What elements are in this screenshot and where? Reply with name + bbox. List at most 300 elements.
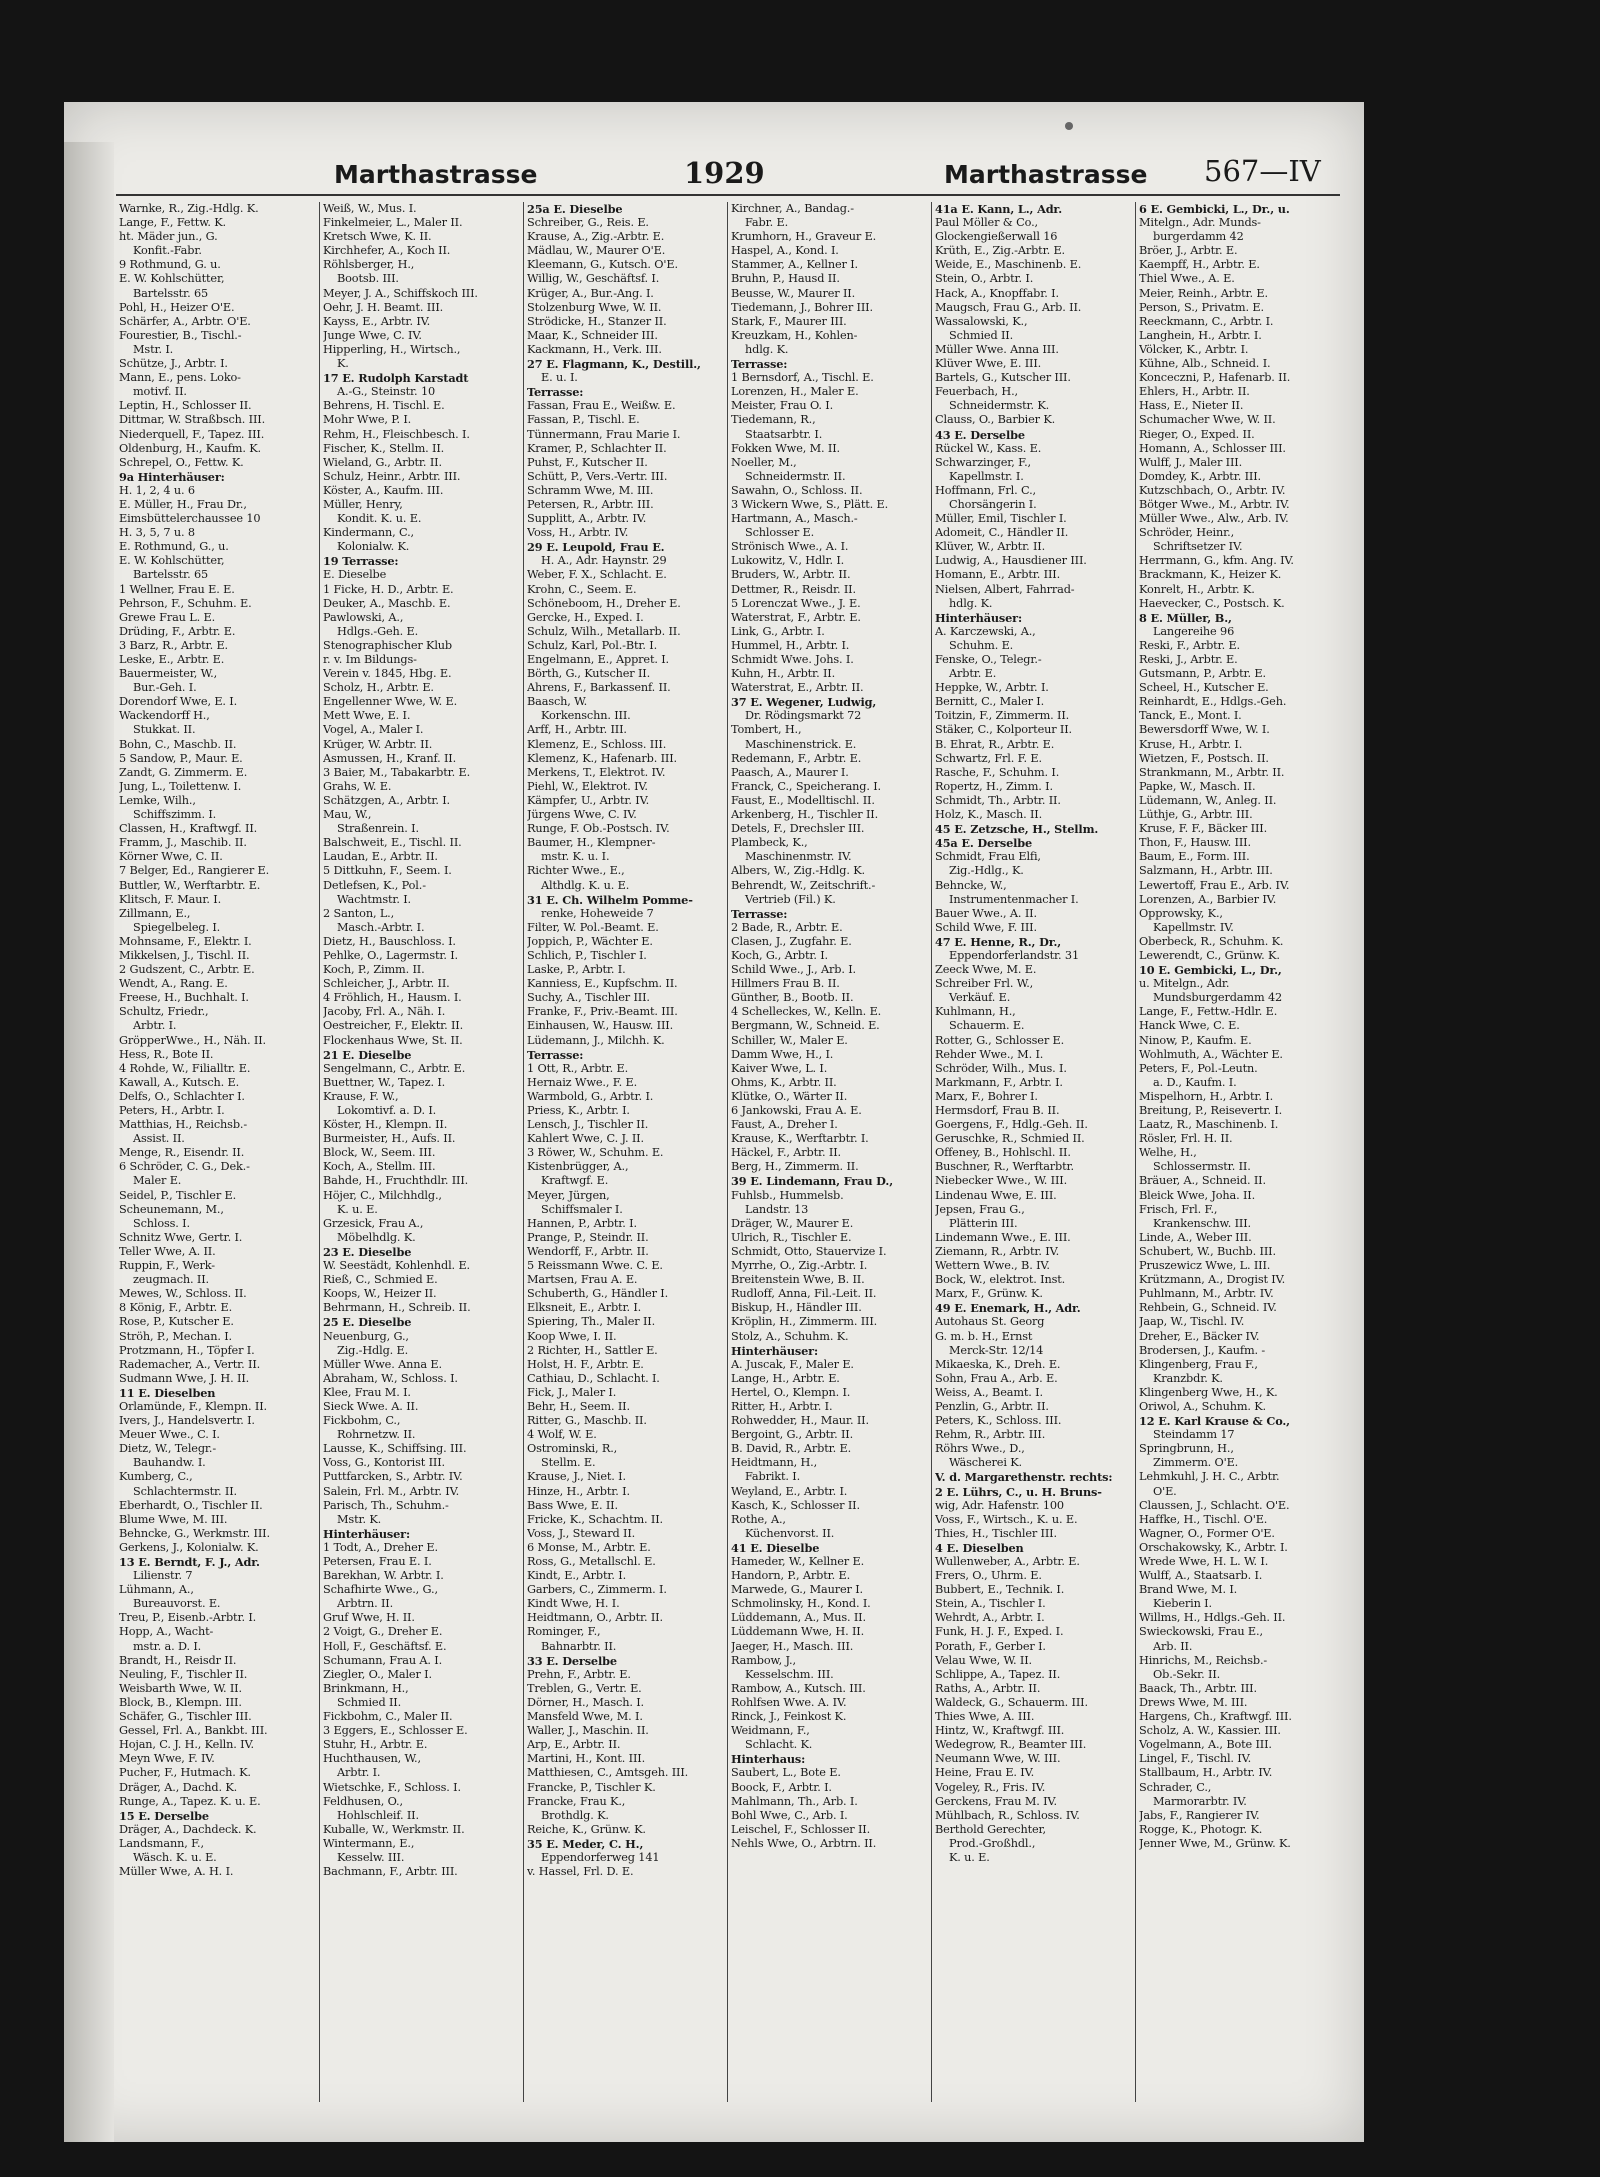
directory-entry: Röhlsberger, H., [323, 258, 415, 272]
directory-entry: Junge Wwe, C. IV. [323, 328, 422, 342]
directory-entry: Bootsb. III. [337, 272, 399, 286]
directory-entry: Willig, W., Geschäftsf. I. [527, 272, 660, 286]
directory-entry: E. Rothmund, G., u. [119, 540, 229, 554]
directory-entry: Weide, E., Maschinenb. E. [935, 258, 1082, 272]
directory-entry: Rohrnetzw. II. [337, 1428, 416, 1442]
directory-entry: Haffke, H., Tischl. O'E. [1139, 1512, 1268, 1526]
directory-entry: Porath, F., Gerber I. [935, 1639, 1046, 1653]
directory-entry: 2 Voigt, G., Dreher E. [323, 1625, 443, 1639]
directory-entry: Voss, H., Arbtr. IV. [527, 526, 629, 540]
directory-entry: Barekhan, W. Arbtr. I. [323, 1569, 444, 1583]
directory-entry: Kretsch Wwe, K. II. [323, 230, 432, 244]
directory-entry: 4 Rohde, W., Filialltr. E. [119, 1061, 251, 1075]
directory-entry: Baack, Th., Arbtr. III. [1139, 1681, 1257, 1695]
directory-entry: Kistenbrügger, A., [527, 1160, 629, 1174]
directory-entry: Pehrson, F., Schuhm. E. [119, 596, 252, 610]
directory-entry: Gercke, H., Exped. I. [527, 610, 644, 624]
directory-entry: Oberbeck, R., Schuhm. K. [1139, 934, 1284, 948]
directory-entry: W. Seestädt, Kohlenhdl. E. [323, 1259, 470, 1273]
directory-entry: Häckel, F., Arbtr. II. [731, 1146, 841, 1160]
directory-entry: Gerkens, J., Kolonialw. K. [119, 1540, 259, 1554]
directory-entry: Landsmann, F., [119, 1836, 204, 1850]
directory-entry: Schiffsmaler I. [541, 1202, 623, 1216]
directory-entry: Verein v. 1845, Hbg. E. [323, 667, 452, 681]
directory-entry: Stolz, A., Schuhm. K. [731, 1329, 849, 1343]
directory-entry: Koops, W., Heizer II. [323, 1287, 437, 1301]
directory-entry: Hojan, C. J. H., Kelln. IV. [119, 1738, 254, 1752]
directory-entry: Krause, K., Werftarbtr. I. [731, 1132, 869, 1146]
directory-entry: Damm Wwe, H., I. [731, 1047, 834, 1061]
directory-entry: Vogelmann, A., Bote III. [1139, 1738, 1272, 1752]
directory-entry: 35 E. Meder, C. H., [527, 1836, 644, 1851]
directory-entry: Bauermeister, W., [119, 667, 218, 681]
directory-entry: Feldhusen, O., [323, 1794, 403, 1808]
directory-entry: Schneidermstr. II. [745, 469, 846, 483]
directory-entry: Schmidt Wwe. Johs. I. [731, 653, 854, 666]
directory-entry: Handorn, P., Arbtr. E. [731, 1569, 851, 1583]
header-rule [116, 194, 1340, 196]
directory-entry: Raths, A., Arbtr. II. [935, 1681, 1041, 1695]
directory-entry: Eimsbüttelerchaussee 10 [119, 512, 261, 526]
directory-entry: 6 Monse, M., Arbtr. E. [527, 1540, 651, 1554]
directory-entry: Schröder, Wilh., Mus. I. [935, 1061, 1067, 1075]
directory-entry: Rehbein, G., Schneid. IV. [1139, 1301, 1277, 1315]
directory-entry: motivf. II. [133, 385, 187, 399]
directory-entry: Wackendorff H., [119, 709, 210, 723]
directory-column [524, 202, 728, 2102]
directory-entry: Boock, F., Arbtr. I. [731, 1780, 832, 1794]
directory-entry: Mikkelsen, J., Tischl. II. [119, 948, 250, 962]
directory-entry: Marx, F., Grünw. K. [935, 1287, 1043, 1301]
directory-entry: Burmeister, H., Aufs. II. [323, 1132, 456, 1146]
directory-entry: Stein, A., Tischler I. [935, 1597, 1046, 1611]
directory-entry: Mau, W., [323, 808, 372, 822]
directory-entry: Behrendt, W., Zeitschrift.- [731, 878, 876, 892]
directory-entry: Rudloff, Anna, Fil.-Leit. II. [731, 1287, 877, 1301]
directory-entry: Bernitt, C., Maler I. [935, 695, 1045, 709]
directory-entry: 8 König, F., Arbtr. E. [119, 1301, 233, 1315]
directory-entry: Heine, Frau E. IV. [935, 1766, 1035, 1780]
directory-entry: 4 E. Dieselben [935, 1540, 1024, 1555]
directory-entry: Lühmann, A., [119, 1583, 194, 1597]
directory-entry: Wassalowski, K., [935, 314, 1028, 328]
directory-entry: 5 Dittkuhn, F., Seem. I. [323, 864, 452, 878]
directory-entry: Laudan, E., Arbtr. II. [323, 850, 438, 864]
directory-entry: 37 E. Wegener, Ludwig, [731, 695, 877, 710]
print-dot [1065, 122, 1073, 130]
directory-entry: Konrelt, H., Arbtr. K. [1139, 582, 1255, 596]
directory-entry: Sieck Wwe. A. II. [323, 1399, 419, 1413]
directory-entry: Verkäuf. E. [949, 991, 1011, 1005]
directory-entry: Schumann, Frau A. I. [323, 1653, 443, 1667]
directory-entry: 6 Jankowski, Frau A. E. [731, 1104, 862, 1117]
directory-entry: Bleick Wwe, Joha. II. [1139, 1188, 1256, 1202]
directory-entry: Bubbert, E., Technik. I. [935, 1583, 1065, 1597]
directory-entry: Schöneboom, H., Dreher E. [527, 596, 681, 610]
directory-entry: Schreiber Frl. W., [935, 977, 1034, 991]
directory-entry: Klingenberg, Frau F., [1139, 1357, 1258, 1371]
directory-entry: Kindermann, C., [323, 526, 414, 540]
directory-entry: 25a E. Dieselbe [527, 202, 623, 216]
directory-entry: Bock, W., elektrot. Inst. [935, 1273, 1066, 1287]
directory-entry: Brinkmann, H., [323, 1681, 409, 1695]
directory-entry: 19 Terrasse: [323, 554, 399, 569]
directory-entry: Haevecker, C., Postsch. K. [1139, 596, 1285, 610]
directory-entry: Asmussen, H., Kranf. II. [323, 751, 457, 765]
directory-entry: Leptin, H., Schlosser II. [119, 399, 252, 413]
directory-entry: Höjer, C., Milchhdlg., [323, 1188, 442, 1202]
directory-entry: Ludwig, A., Hausdiener III. [935, 554, 1087, 568]
directory-entry: Puttfarcken, S., Arbtr. IV. [323, 1470, 463, 1484]
directory-entry: Matthias, H., Reichsb.- [119, 1118, 248, 1132]
directory-entry: Runge, A., Tapez. K. u. E. [119, 1794, 261, 1808]
directory-entry: 7 Belger, Ed., Rangierer E. [119, 864, 270, 878]
directory-entry: Schmied II. [949, 328, 1014, 342]
directory-entry: Langereihe 96 [1153, 624, 1235, 638]
directory-entry: Schlosser E. [745, 526, 815, 540]
directory-entry: Petersen, Frau E. I. [323, 1555, 432, 1568]
directory-entry: Maschinenstrick. E. [745, 737, 857, 751]
directory-entry: Ob.-Sekr. II. [1153, 1667, 1221, 1681]
directory-entry: Fickbohm, C., [323, 1414, 401, 1428]
directory-entry: Grzesick, Frau A., [323, 1216, 424, 1230]
directory-entry: Rambow, J., [731, 1653, 796, 1667]
directory-entry: Offeney, B., Hohlschl. II. [935, 1146, 1071, 1160]
directory-entry: Assist. II. [133, 1132, 185, 1146]
directory-entry: Wachtmstr. I. [337, 892, 412, 906]
directory-entry: Körner Wwe, C. II. [119, 850, 223, 864]
directory-entry: Wrede Wwe, H. L. W. I. [1139, 1555, 1269, 1568]
directory-entry: 1 Todt, A., Dreher E. [323, 1540, 438, 1554]
directory-entry: Koch, G., Arbtr. I. [731, 948, 828, 962]
directory-entry: Wäscherei K. [949, 1456, 1022, 1470]
directory-entry: Wulff, A., Staatsarb. I. [1139, 1569, 1263, 1583]
directory-entry: Schlossermstr. II. [1153, 1160, 1251, 1174]
directory-entry: Lange, F., Fettw.-Hdlr. E. [1139, 1005, 1278, 1019]
directory-entry: Rotter, G., Schlosser E. [935, 1033, 1065, 1047]
directory-entry: Dräger, W., Maurer E. [731, 1216, 854, 1230]
directory-entry: Mstr. I. [133, 342, 174, 356]
directory-entry: Bass Wwe, E. II. [527, 1498, 618, 1512]
directory-entry: r. v. Im Bildungs- [323, 653, 417, 666]
directory-entry: Brand Wwe, M. I. [1139, 1583, 1238, 1597]
directory-entry: 3 Eggers, E., Schlosser E. [323, 1724, 468, 1738]
directory-entry: Behrens, H. Tischl. E. [323, 399, 445, 413]
directory-entry: 5 Reissmann Wwe. C. E. [527, 1259, 663, 1273]
directory-entry: Krüger, W. Arbtr. II. [323, 737, 433, 751]
year-title: 1929 [684, 156, 765, 190]
directory-entry: Reinhardt, E., Hdlgs.-Geh. [1139, 695, 1287, 709]
directory-entry: Völcker, K., Arbtr. I. [1139, 342, 1249, 356]
directory-entry: Prod.-Großhdl., [949, 1836, 1036, 1850]
directory-entry: Block, W., Seem. III. [323, 1146, 436, 1160]
directory-entry: Klitsch, F. Maur. I. [119, 892, 222, 906]
directory-entry: Autohaus St. Georg [935, 1315, 1045, 1329]
directory-entry: Schmidt, Frau Elfi, [935, 850, 1041, 864]
directory-entry: Jacoby, Frl. A., Näh. I. [323, 1005, 446, 1019]
directory-entry: Waterstrat, E., Arbtr. II. [731, 681, 864, 695]
directory-entry: Breitung, P., Reisevertr. I. [1139, 1104, 1283, 1117]
directory-entry: Stäker, C., Kolporteur II. [935, 723, 1072, 737]
directory-entry: Sudmann Wwe, J. H. II. [119, 1371, 250, 1385]
directory-entry: Ahrens, F., Barkassenf. II. [527, 681, 671, 695]
directory-entry: Lemke, Wilh., [119, 793, 196, 807]
street-title-right: Marthastrasse [944, 160, 1148, 189]
directory-entry: Spiering, Th., Maler II. [527, 1315, 656, 1329]
directory-entry: Hess, R., Bote II. [119, 1047, 214, 1061]
directory-entry: 13 E. Berndt, F. J., Adr. [119, 1555, 260, 1569]
directory-entry: Runge, F. Ob.-Postsch. IV. [527, 822, 670, 836]
directory-entry: a. D., Kaufm. I. [1153, 1075, 1237, 1089]
directory-entry: Schild Wwe, F. III. [935, 920, 1037, 934]
directory-entry: Kapellmstr. I. [949, 469, 1024, 483]
directory-entry: 5 Lorenczat Wwe., J. E. [731, 596, 861, 610]
directory-entry: Opprowsky, K., [1139, 906, 1223, 920]
directory-entry: Kirchhefer, A., Koch II. [323, 244, 451, 258]
directory-entry: Ritter, G., Maschb. II. [527, 1414, 647, 1428]
directory-entry: Hinze, H., Arbtr. I. [527, 1484, 630, 1498]
directory-entry: Heidtmann, O., Arbtr. II. [527, 1611, 663, 1625]
directory-entry: Zig.-Hdlg., K. [949, 864, 1024, 878]
directory-entry: Lorenzen, H., Maler E. [731, 385, 859, 399]
directory-entry: Grahs, W. E. [323, 779, 392, 793]
directory-entry: u. Mitelgn., Adr. [1139, 977, 1230, 991]
directory-entry: Lindemann Wwe., E. III. [935, 1230, 1071, 1244]
directory-entry: Elksneit, E., Arbtr. I. [527, 1301, 642, 1315]
directory-entry: Hummel, H., Arbtr. I. [731, 638, 850, 652]
directory-entry: Dietz, H., Bauschloss. I. [323, 934, 456, 948]
directory-entry: Engellenner Wwe, W. E. [323, 695, 458, 709]
directory-entry: E. Müller, H., Frau Dr., [119, 497, 247, 511]
directory-entry: 17 E. Rudolph Karstadt [323, 371, 469, 386]
directory-entry: Schwartz, Frl. F. E. [935, 751, 1042, 765]
directory-entry: Markmann, F., Arbtr. I. [935, 1075, 1063, 1089]
directory-entry: Stein, O., Arbtr. I. [935, 272, 1034, 286]
directory-entry: 45 E. Zetzsche, H., Stellm. [935, 822, 1099, 837]
directory-entry: E. W. Kohlschütter, [119, 554, 225, 568]
directory-entry: Sengelmann, C., Arbtr. E. [323, 1061, 466, 1075]
directory-entry: Waterstrat, F., Arbtr. E. [731, 610, 861, 624]
directory-entry: 15 E. Derselbe [119, 1808, 209, 1823]
directory-entry: Fabrikt. I. [745, 1470, 801, 1484]
directory-entry: Arbtr. I. [133, 1019, 177, 1033]
directory-entry: Hinterhäuser: [323, 1526, 411, 1541]
directory-entry: Schuberth, G., Händler I. [527, 1287, 669, 1301]
directory-entry: Dietz, W., Telegr.- [119, 1442, 217, 1456]
directory-entry: Baum, E., Form. III. [1139, 850, 1250, 864]
directory-entry: Kutzschbach, O., Arbtr. IV. [1139, 483, 1286, 497]
directory-entry: Faust, A., Dreher I. [731, 1118, 838, 1132]
directory-entry: Waldeck, G., Schauerm. III. [935, 1695, 1088, 1709]
directory-entry: Fokken Wwe, M. II. [731, 441, 840, 455]
directory-entry: Wendt, A., Rang. E. [119, 977, 228, 991]
directory-entry: Redemann, F., Arbtr. E. [731, 751, 862, 765]
directory-entry: Schleicher, J., Arbtr. II. [323, 977, 450, 991]
directory-entry: Instrumentenmacher I. [949, 892, 1079, 906]
directory-entry: Myrrhe, O., Zig.-Arbtr. I. [731, 1259, 868, 1273]
directory-entry: Salein, Frl. M., Arbtr. IV. [323, 1484, 460, 1498]
directory-entry: Müller, Henry, [323, 497, 403, 511]
directory-entry: Eppendorferlandstr. 31 [949, 948, 1079, 962]
directory-entry: Schriftsetzer IV. [1153, 540, 1243, 554]
directory-entry: A.-G., Steinstr. 10 [337, 385, 436, 399]
directory-entry: Krause, J., Niet. I. [527, 1470, 626, 1484]
directory-entry: Jaap, W., Tischl. IV. [1139, 1315, 1245, 1329]
directory-entry: E. Dieselbe [323, 568, 387, 582]
directory-entry: 27 E. Flagmann, K., Destill., [527, 357, 701, 372]
directory-entry: Kindt Wwe, H. I. [527, 1597, 620, 1611]
directory-entry: Hannen, P., Arbtr. I. [527, 1216, 637, 1230]
directory-entry: Schild Wwe., J., Arb. I. [731, 963, 856, 977]
directory-entry: 3 Wickern Wwe, S., Plätt. E. [731, 497, 889, 511]
directory-entry: Niebecker Wwe., W. III. [935, 1174, 1068, 1188]
directory-entry: Weiss, A., Beamt. I. [935, 1385, 1043, 1399]
directory-entry: Mewes, W., Schloss. II. [119, 1287, 247, 1301]
directory-entry: Maschinenmstr. IV. [745, 850, 852, 864]
directory-entry: Merkens, T., Elektrot. IV. [527, 765, 666, 779]
directory-entry: Kruse, H., Arbtr. I. [1139, 737, 1243, 751]
directory-entry: O'E. [1153, 1484, 1177, 1498]
directory-entry: Arbtrn. II. [337, 1597, 394, 1611]
directory-entry: Maler E. [133, 1174, 182, 1188]
directory-entry: ht. Mäder jun., G. [119, 230, 218, 244]
directory-entry: Meyer, Jürgen, [527, 1188, 610, 1202]
directory-entry: Beusse, W., Maurer II. [731, 286, 856, 300]
directory-entry: Strönisch Wwe., A. I. [731, 540, 849, 554]
directory-entry: K. u. E. [337, 1202, 378, 1216]
directory-entry: Bergmann, W., Schneid. E. [731, 1019, 880, 1033]
directory-entry: Börth, G., Kutscher II. [527, 667, 651, 681]
directory-entry: Martini, H., Kont. III. [527, 1752, 646, 1766]
directory-entry: Mett Wwe, E. I. [323, 709, 411, 723]
directory-entry: Tünnermann, Frau Marie I. [527, 427, 681, 441]
directory-entry: Mikaeska, K., Dreh. E. [935, 1357, 1061, 1371]
directory-entry: Welhe, H., [1139, 1146, 1197, 1160]
directory-entry: Neumann Wwe, W. III. [935, 1752, 1061, 1766]
directory-entry: Maugsch, Frau G., Arb. II. [935, 300, 1082, 314]
directory-entry: E. u. I. [541, 371, 578, 385]
directory-entry: Ziemann, R., Arbtr. IV. [935, 1244, 1060, 1258]
directory-entry: wig, Adr. Hafenstr. 100 [935, 1498, 1064, 1512]
directory-entry: Warnke, R., Zig.-Hdlg. K. [119, 202, 259, 215]
directory-entry: Hameder, W., Kellner E. [731, 1555, 865, 1568]
directory-entry: B. Ehrat, R., Arbtr. E. [935, 737, 1055, 751]
directory-entry: Hoffmann, Frl. C., [935, 483, 1036, 497]
directory-entry: Bröer, J., Arbtr. E. [1139, 244, 1238, 258]
directory-entry: Lange, F., Fettw. K. [119, 216, 226, 230]
directory-entry: Jabs, F., Rangierer IV. [1139, 1808, 1260, 1822]
directory-entry: Mann, E., pens. Loko- [119, 371, 241, 385]
directory-entry: Willms, H., Hdlgs.-Geh. II. [1139, 1611, 1286, 1625]
directory-entry: Reski, J., Arbtr. E. [1139, 653, 1238, 666]
directory-entry: Jaeger, H., Masch. III. [731, 1639, 854, 1653]
directory-entry: Wäsch. K. u. E. [133, 1850, 217, 1864]
directory-entry: zeugmach. II. [133, 1273, 209, 1287]
directory-entry: Oriwol, A., Schuhm. K. [1139, 1399, 1266, 1413]
directory-entry: Buttler, W., Werftarbtr. E. [119, 878, 261, 892]
directory-entry: Bachmann, F., Arbtr. III. [323, 1865, 458, 1879]
directory-entry: Schlippe, A., Tapez. II. [935, 1667, 1061, 1681]
directory-entry: Kuhlmann, H., [935, 1005, 1016, 1019]
directory-entry: Grewe Frau L. E. [119, 610, 216, 624]
directory-entry: Krause, A., Zig.-Arbtr. E. [527, 230, 665, 244]
directory-entry: Wullenweber, A., Arbtr. E. [935, 1555, 1080, 1568]
directory-entry: Krüth, E., Zig.-Arbtr. E. [935, 244, 1065, 258]
directory-entry: Schärfer, A., Arbtr. O'E. [119, 314, 251, 328]
directory-entry: Delfs, O., Schlachter I. [119, 1089, 245, 1103]
directory-entry: Schramm Wwe, M. III. [527, 483, 654, 497]
directory-entry: Lewertoff, Frau E., Arb. IV. [1139, 878, 1290, 892]
directory-entry: Schmidt, Otto, Stauervize I. [731, 1244, 887, 1258]
directory-entry: Finkelmeier, L., Maler II. [323, 216, 463, 230]
directory-entry: Straßenrein. I. [337, 822, 419, 836]
directory-entry: Meister, Frau O. I. [731, 399, 834, 413]
directory-entry: Sawahn, O., Schloss. II. [731, 483, 863, 497]
directory-entry: Claussen, J., Schlacht. O'E. [1139, 1498, 1290, 1512]
directory-entry: Fenske, O., Telegr.- [935, 653, 1042, 666]
directory-entry: Hertel, O., Klempn. I. [731, 1385, 851, 1399]
directory-entry: Rasche, F., Schuhm. I. [935, 765, 1060, 779]
directory-entry: Terrasse: [731, 357, 788, 372]
directory-entry: Schreiber, G., Reis. E. [527, 216, 649, 230]
directory-entry: Dr. Rödingsmarkt 72 [745, 709, 862, 723]
directory-entry: Günther, B., Bootb. II. [731, 991, 854, 1005]
directory-entry: 41 E. Dieselbe [731, 1540, 820, 1555]
directory-entry: 9 Rothmund, G. u. [119, 258, 221, 272]
directory-entry: Einhausen, W., Hausw. III. [527, 1019, 674, 1033]
directory-entry: GröpperWwe., H., Näh. II. [119, 1033, 266, 1047]
directory-entry: Thies Wwe, A. III. [935, 1710, 1035, 1724]
directory-entry: A. Juscak, F., Maler E. [731, 1357, 854, 1371]
directory-entry: Köster, A., Kaufm. III. [323, 483, 444, 497]
directory-entry: Framm, J., Maschib. II. [119, 836, 247, 850]
directory-entry: Weiß, W., Mus. I. [323, 202, 417, 215]
directory-entry: 6 E. Gembicki, L., Dr., u. [1139, 202, 1290, 216]
directory-entry: Dörner, H., Masch. I. [527, 1695, 644, 1709]
directory-entry: Peters, K., Schloss. III. [935, 1414, 1062, 1428]
directory-entry: Brothdlg. K. [541, 1808, 609, 1822]
directory-entry: Prehn, F., Arbtr. E. [527, 1667, 631, 1681]
directory-entry: Möbelhdlg. K. [337, 1230, 416, 1244]
directory-entry: Klütke, O., Wärter II. [731, 1089, 848, 1103]
directory-entry: 49 E. Enemark, H., Adr. [935, 1301, 1081, 1316]
directory-entry: Ulrich, R., Tischler E. [731, 1230, 852, 1244]
directory-entry: Domdey, K., Arbtr. III. [1139, 469, 1261, 483]
directory-entry: 12 E. Karl Krause & Co., [1139, 1414, 1290, 1429]
directory-entry: Mohr Wwe, P. I. [323, 413, 412, 427]
directory-entry: Vogeley, R., Fris. IV. [935, 1780, 1046, 1794]
directory-entry: Krüger, A., Bur.-Ang. I. [527, 286, 654, 300]
directory-entry: Petersen, R., Arbtr. III. [527, 497, 654, 511]
directory-entry: Schumacher Wwe, W. II. [1139, 413, 1276, 427]
directory-entry: Koch, A., Stellm. III. [323, 1160, 436, 1174]
directory-entry: Clauss, O., Barbier K. [935, 413, 1056, 427]
directory-entry: Bartels, G., Kutscher III. [935, 371, 1071, 385]
directory-entry: Mansfeld Wwe, M. I. [527, 1710, 643, 1724]
directory-entry: Waller, J., Maschin. II. [527, 1724, 649, 1738]
directory-entry: Kühne, Alb., Schneid. I. [1139, 357, 1271, 371]
directory-entry: Hargens, Ch., Kraftwgf. III. [1139, 1710, 1292, 1724]
directory-entry: Tombert, H., [731, 723, 802, 737]
directory-entry: Schlachtermstr. II. [133, 1484, 237, 1498]
directory-entry: Fabr. E. [745, 216, 789, 230]
directory-entry: Mstr. K. [337, 1512, 382, 1526]
directory-entry: Biskup, H., Händler III. [731, 1301, 862, 1315]
directory-entry: Hinterhäuser: [935, 610, 1023, 625]
directory-entry: Konfit.-Fabr. [133, 244, 202, 258]
directory-entry: 10 E. Gembicki, L., Dr., [1139, 963, 1282, 978]
directory-entry: Mispelhorn, H., Arbtr. I. [1139, 1089, 1274, 1103]
